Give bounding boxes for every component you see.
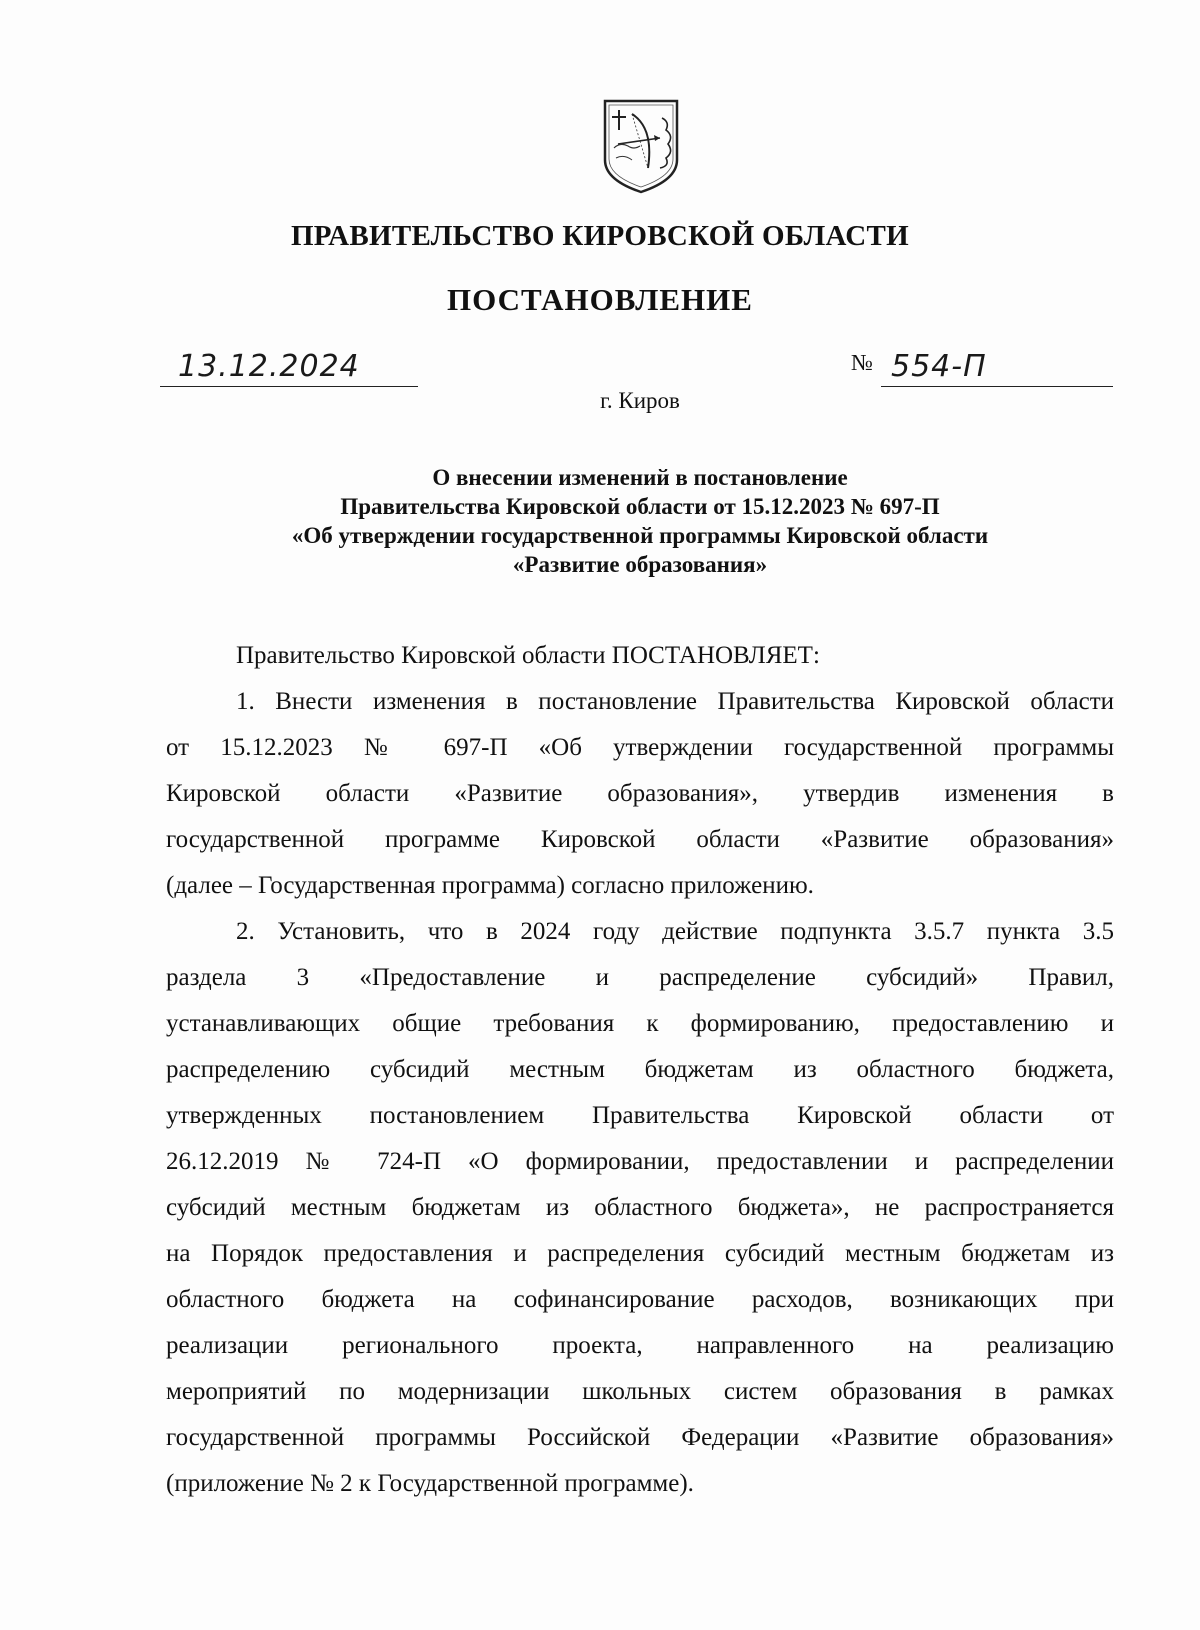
paragraph-line: 2. Установить, что в 2024 году действие подпункта 3.5.7 пункта 3.5 — [236, 918, 1114, 945]
paragraph-line: субсидий местным бюджетам из областного бюджета», не распространяется — [166, 1194, 1114, 1221]
paragraph-line: от 15.12.2023 № 697-П «Об утверждении государственной программы — [166, 734, 1114, 761]
paragraph-line: 1. Внести изменения в постановление Правительства Кировской области — [236, 688, 1114, 715]
paragraph-2 — [166, 909, 1114, 1507]
paragraph-line: раздела 3 «Предоставление и распределение субсидий» Правил, — [166, 964, 1114, 991]
number-label: № — [851, 350, 873, 375]
document-body — [166, 633, 1114, 1507]
number-field — [881, 346, 1113, 387]
paragraph-line: государственной программы Российской Федерации «Развитие образования» — [166, 1424, 1114, 1451]
date-field — [160, 350, 418, 387]
paragraph-line: реализации регионального проекта, направленного на реализацию — [166, 1332, 1114, 1359]
paragraph-line: утвержденных постановлением Правительства Кировской области от — [166, 1102, 1114, 1129]
paragraph-line: распределению субсидий местным бюджетам из областного бюджета, — [166, 1056, 1114, 1083]
title-line: Правительства Кировской области от 15.12.2023 № 697-П — [340, 494, 940, 519]
handwritten-date: 13.12.2024 — [178, 349, 360, 384]
kirov-region-coat-of-arms-icon — [602, 98, 680, 194]
paragraph-line: мероприятий по модернизации школьных систем образования в рамках — [166, 1378, 1114, 1405]
paragraph-line: государственной программе Кировской области «Развитие образования» — [166, 826, 1114, 853]
document-type: ПОСТАНОВЛЕНИЕ — [447, 282, 753, 317]
title-line: «Об утверждении государственной программы Кировской области — [291, 523, 989, 548]
paragraph-1 — [166, 679, 1114, 909]
paragraph-line: 26.12.2019 № 724-П «О формировании, предоставлении и распределении — [166, 1148, 1114, 1175]
document-title — [180, 463, 1100, 579]
city: г. Киров — [600, 388, 680, 413]
organization-name: ПРАВИТЕЛЬСТВО КИРОВСКОЙ ОБЛАСТИ — [290, 220, 910, 252]
paragraph-line: Правительство Кировской области ПОСТАНОВЛЯЕТ: — [236, 642, 820, 669]
paragraph-line: (приложение № 2 к Государственной программе). — [166, 1470, 694, 1497]
handwritten-number: 554-П — [891, 349, 987, 384]
intro-paragraph — [166, 633, 1114, 679]
paragraph-line: областного бюджета на софинансирование расходов, возникающих при — [166, 1286, 1114, 1313]
title-line: «Развитие образования» — [512, 552, 768, 577]
paragraph-line: устанавливающих общие требования к формированию, предоставлению и — [166, 1010, 1114, 1037]
paragraph-line: (далее – Государственная программа) согласно приложению. — [166, 872, 814, 899]
title-line: О внесении изменений в постановление — [432, 465, 848, 490]
paragraph-line: на Порядок предоставления и распределения субсидий местным бюджетам из — [166, 1240, 1114, 1267]
paragraph-line: Кировской области «Развитие образования», утвердив изменения в — [166, 780, 1114, 807]
